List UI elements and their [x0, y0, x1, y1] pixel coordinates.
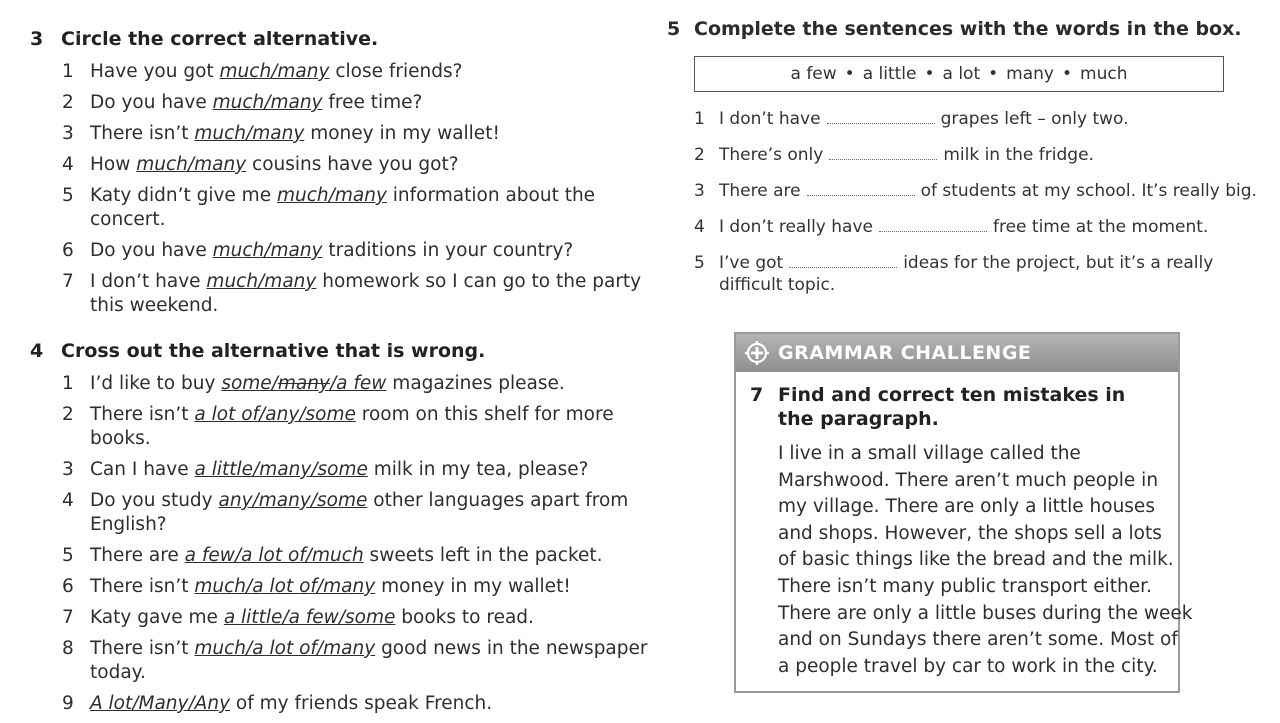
grammar-challenge-header — [736, 334, 1178, 372]
exercise-3 — [30, 28, 670, 318]
exercise-item — [667, 252, 1257, 296]
item-number: 5 — [62, 185, 74, 206]
exercise-title: Cross out the alternative that is wrong. — [61, 340, 486, 362]
item-number: 5 — [62, 545, 74, 566]
bullet-separator: • — [988, 64, 999, 84]
answer-blank[interactable] — [829, 144, 937, 160]
item-post: room on this shelf for more books. — [90, 404, 614, 449]
item-pre: There isn’t — [90, 576, 195, 597]
exercise-4-heading — [30, 340, 670, 362]
question-text: Find and correct ten mistakes in the paragraph. — [778, 384, 1126, 430]
answer-blank[interactable] — [879, 216, 987, 232]
item-pre: I don’t have — [719, 109, 821, 129]
item-text — [90, 489, 670, 537]
item-number: 7 — [62, 271, 74, 292]
item-pre: There are — [719, 181, 801, 201]
exercise-item — [30, 489, 670, 537]
item-text — [90, 60, 670, 84]
alternatives[interactable]: much/a lot of/many — [194, 638, 376, 659]
item-post: free time at the moment. — [992, 217, 1209, 237]
box-word: a little — [862, 64, 917, 84]
exercise-item — [30, 122, 670, 146]
item-pre: Have you got — [90, 61, 220, 82]
alternative-a[interactable]: some/ — [221, 373, 278, 394]
alternatives[interactable]: a little/a few/some — [223, 607, 396, 628]
paragraph-line: a people travel by car to work in the city. — [778, 655, 1158, 677]
alternatives[interactable]: much/many — [206, 271, 317, 292]
item-pre: Do you study — [90, 490, 219, 511]
exercise-title: Circle the correct alternative. — [61, 28, 379, 50]
bullet-separator: • — [1061, 64, 1073, 84]
bullet-separator: • — [924, 64, 935, 84]
exercise-item — [30, 372, 670, 396]
item-number: 4 — [62, 490, 74, 511]
item-text — [719, 216, 1257, 238]
item-post: traditions in your country? — [322, 240, 574, 261]
item-pre: Do you have — [90, 240, 213, 261]
exercise-item — [30, 606, 670, 630]
item-number: 3 — [62, 459, 74, 480]
item-post: milk in my tea, please? — [367, 459, 589, 480]
item-number: 9 — [62, 693, 74, 714]
grammar-challenge-box — [734, 332, 1193, 693]
exercise-number: 5 — [667, 18, 681, 40]
alternatives[interactable]: much/many — [136, 154, 247, 175]
answer-blank[interactable] — [827, 108, 935, 124]
item-pre: I’ve got — [719, 253, 784, 273]
item-post: sweets left in the packet. — [363, 545, 603, 566]
item-text — [90, 91, 670, 115]
item-pre: Katy gave me — [90, 607, 224, 628]
paragraph-line: Marshwood. There aren’t much people in — [778, 469, 1159, 491]
challenge-paragraph — [778, 441, 1193, 680]
item-number: 6 — [62, 576, 74, 597]
item-text — [90, 575, 670, 599]
item-text — [719, 144, 1257, 166]
item-post: free time? — [322, 92, 423, 113]
item-post: books to read. — [395, 607, 534, 628]
answer-blank[interactable] — [789, 252, 897, 268]
item-number: 1 — [694, 109, 705, 129]
item-text — [90, 458, 670, 482]
exercise-item — [667, 108, 1257, 130]
item-number: 3 — [62, 123, 74, 144]
exercise-5 — [667, 18, 1257, 296]
item-number: 2 — [694, 145, 705, 165]
item-text — [719, 180, 1257, 202]
struck-alternative[interactable]: many — [277, 373, 330, 394]
exercise-3-heading — [30, 28, 670, 50]
alternatives[interactable]: a few/a lot of/much — [184, 545, 364, 566]
alternatives[interactable]: much/many — [194, 123, 305, 144]
item-text — [90, 692, 670, 716]
item-text — [90, 372, 670, 396]
item-post: magazines please. — [386, 373, 565, 394]
question-number: 7 — [750, 384, 764, 406]
item-pre: How — [90, 154, 137, 175]
alternative-b[interactable]: /a few — [329, 373, 387, 394]
alternatives[interactable]: much/a lot of/many — [194, 576, 376, 597]
item-pre: Can I have — [90, 459, 195, 480]
item-text — [90, 239, 670, 263]
exercise-item — [30, 544, 670, 568]
item-text — [719, 252, 1257, 296]
item-number: 7 — [62, 607, 74, 628]
word-box — [694, 56, 1224, 92]
item-pre: There isn’t — [90, 404, 195, 425]
item-number: 4 — [62, 154, 74, 175]
paragraph-line: I live in a small village called the — [778, 443, 1081, 464]
exercise-item — [30, 692, 670, 716]
item-pre: I don’t really have — [719, 217, 873, 237]
item-number: 8 — [62, 638, 74, 659]
item-post: other languages apart from English? — [90, 490, 629, 535]
exercise-item — [667, 180, 1257, 202]
bullet-separator: • — [844, 64, 855, 84]
exercise-item — [30, 153, 670, 177]
box-word: a lot — [942, 64, 981, 84]
left-column — [30, 28, 670, 723]
item-number: 2 — [62, 92, 74, 113]
alternatives[interactable]: A lot/Many/Any — [90, 693, 231, 714]
item-number: 1 — [62, 61, 74, 82]
grammar-challenge-title: GRAMMAR CHALLENGE — [778, 342, 1032, 364]
exercise-item — [30, 403, 670, 451]
exercise-item — [30, 239, 670, 263]
item-post: milk in the fridge. — [943, 145, 1094, 165]
exercise-item — [30, 270, 670, 318]
item-pre: I’d like to buy — [90, 373, 222, 394]
paragraph-line: of basic things like the bread and the milk. — [778, 549, 1174, 571]
item-number: 5 — [694, 253, 705, 273]
box-word: a few — [790, 64, 837, 84]
exercise-3-items — [30, 60, 670, 318]
item-post: of students at my school. It’s really big. — [920, 181, 1257, 201]
item-pre: There are — [90, 545, 185, 566]
challenge-question — [736, 383, 1178, 431]
item-pre: There isn’t — [90, 123, 195, 144]
item-post: information about the concert. — [90, 185, 596, 230]
box-word: much — [1080, 64, 1128, 84]
item-pre: I don’t have — [90, 271, 207, 292]
alternatives[interactable]: a lot of/any/some — [194, 404, 356, 425]
exercise-item — [667, 144, 1257, 166]
item-pre: Do you have — [90, 92, 213, 113]
item-text — [90, 544, 670, 568]
item-text — [90, 153, 670, 177]
item-post: good news in the newspaper today. — [90, 638, 648, 683]
exercise-5-items — [667, 108, 1257, 296]
exercise-4 — [30, 340, 670, 716]
item-number: 6 — [62, 240, 74, 261]
item-number: 3 — [694, 181, 705, 201]
exercise-item — [30, 60, 670, 84]
paragraph-line: and on Sundays there aren’t some. Most of — [778, 629, 1178, 651]
exercise-item — [30, 91, 670, 115]
item-pre: There’s only — [719, 145, 824, 165]
paragraph-line: There are only a little buses during the week — [778, 602, 1193, 624]
paragraph-line: my village. There are only a little houses — [778, 496, 1155, 518]
box-word: many — [1006, 64, 1054, 84]
paragraph-line: and shops. However, the shops sell a lots — [778, 522, 1162, 544]
alternatives[interactable]: much/many — [212, 240, 323, 261]
item-number: 1 — [62, 373, 74, 394]
alternatives[interactable]: any/many/some — [218, 490, 368, 511]
item-text — [90, 122, 670, 146]
item-text — [719, 108, 1257, 130]
item-post: ideas for the project, but it’s a really difficult topic. — [719, 253, 1214, 295]
alternatives[interactable]: much/many — [219, 61, 330, 82]
alternatives[interactable]: much/many — [212, 92, 323, 113]
item-number: 4 — [694, 217, 705, 237]
answer-blank[interactable] — [807, 180, 915, 196]
exercise-number: 4 — [30, 340, 44, 362]
exercise-item — [30, 637, 670, 685]
item-text — [90, 270, 670, 318]
exercise-number: 3 — [30, 28, 44, 50]
exercise-5-heading — [667, 18, 1257, 40]
item-text — [90, 184, 670, 232]
alternatives[interactable]: a little/many/some — [194, 459, 368, 480]
item-text — [90, 403, 670, 451]
exercise-title: Complete the sentences with the words in the box. — [694, 18, 1242, 40]
item-post: close friends? — [329, 61, 463, 82]
item-post: cousins have you got? — [246, 154, 459, 175]
item-post: money in my wallet! — [304, 123, 500, 144]
exercise-item — [667, 216, 1257, 238]
item-post: homework so I can go to the party this weekend. — [90, 271, 642, 316]
item-post: money in my wallet! — [375, 576, 571, 597]
item-post: grapes left – only two. — [940, 109, 1129, 129]
item-number: 2 — [62, 404, 74, 425]
right-column — [667, 18, 1257, 310]
exercise-item — [30, 458, 670, 482]
item-text — [90, 637, 670, 685]
item-post: of my friends speak French. — [230, 693, 493, 714]
exercise-item — [30, 184, 670, 232]
item-pre: There isn’t — [90, 638, 195, 659]
alternatives[interactable]: much/many — [276, 185, 387, 206]
item-pre: Katy didn’t give me — [90, 185, 277, 206]
exercise-4-items — [30, 372, 670, 716]
item-text — [90, 606, 670, 630]
paragraph-line: There isn’t many public transport either. — [778, 575, 1152, 597]
exercise-item — [30, 575, 670, 599]
target-plus-icon — [744, 340, 770, 366]
